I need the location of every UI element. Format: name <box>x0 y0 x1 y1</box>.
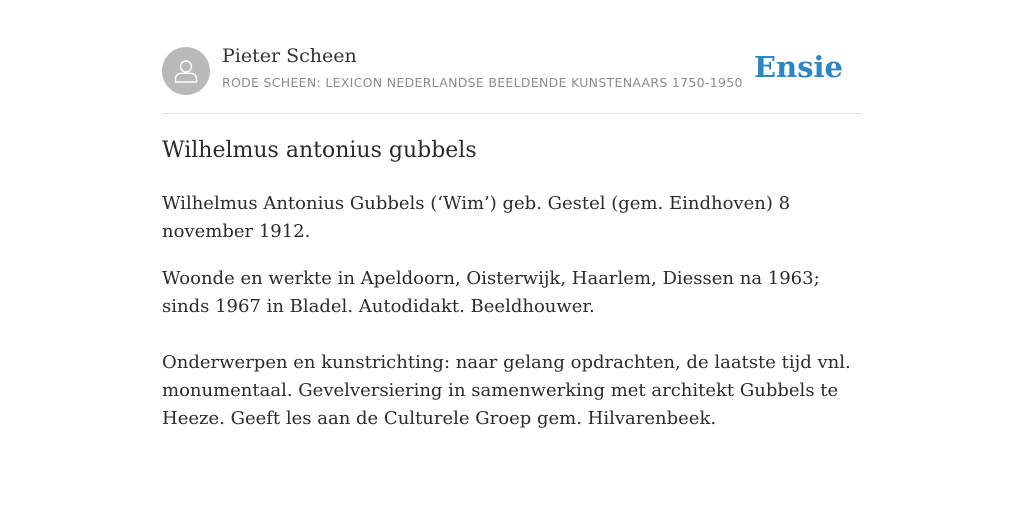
article-header <box>162 0 862 114</box>
article-paragraph: Wilhelmus Antonius Gubbels (‘Wim’) geb. Gestel (gem. Eindhoven) 8 november 1912. <box>162 193 791 242</box>
user-avatar-icon[interactable] <box>162 47 210 95</box>
article-paragraph: Onderwerpen en kunstrichting: naar gelang opdrachten, de laatste tijd vnl. monumentaal. Gevelversiering in samenwerking met architekt Gubbels te Heeze. Geeft les aan de Culturele Groep gem. Hilvarenbeek. <box>162 352 851 429</box>
person-outline-icon <box>171 56 201 86</box>
source-label[interactable]: RODE SCHEEN: LEXICON NEDERLANDSE BEELDENDE KUNSTENAARS 1750-1950 <box>222 75 743 90</box>
article-card <box>162 0 862 429</box>
author-name[interactable]: Pieter Scheen <box>222 45 357 67</box>
article-paragraph: Woonde en werkte in Apeldoorn, Oisterwijk, Haarlem, Diessen na 1963; sinds 1967 in Bladel. Autodidakt. Beeldhouwer. <box>162 268 820 317</box>
brand-logo[interactable]: Ensie <box>754 50 843 84</box>
article-title: Wilhelmus antonius gubbels <box>162 138 477 163</box>
